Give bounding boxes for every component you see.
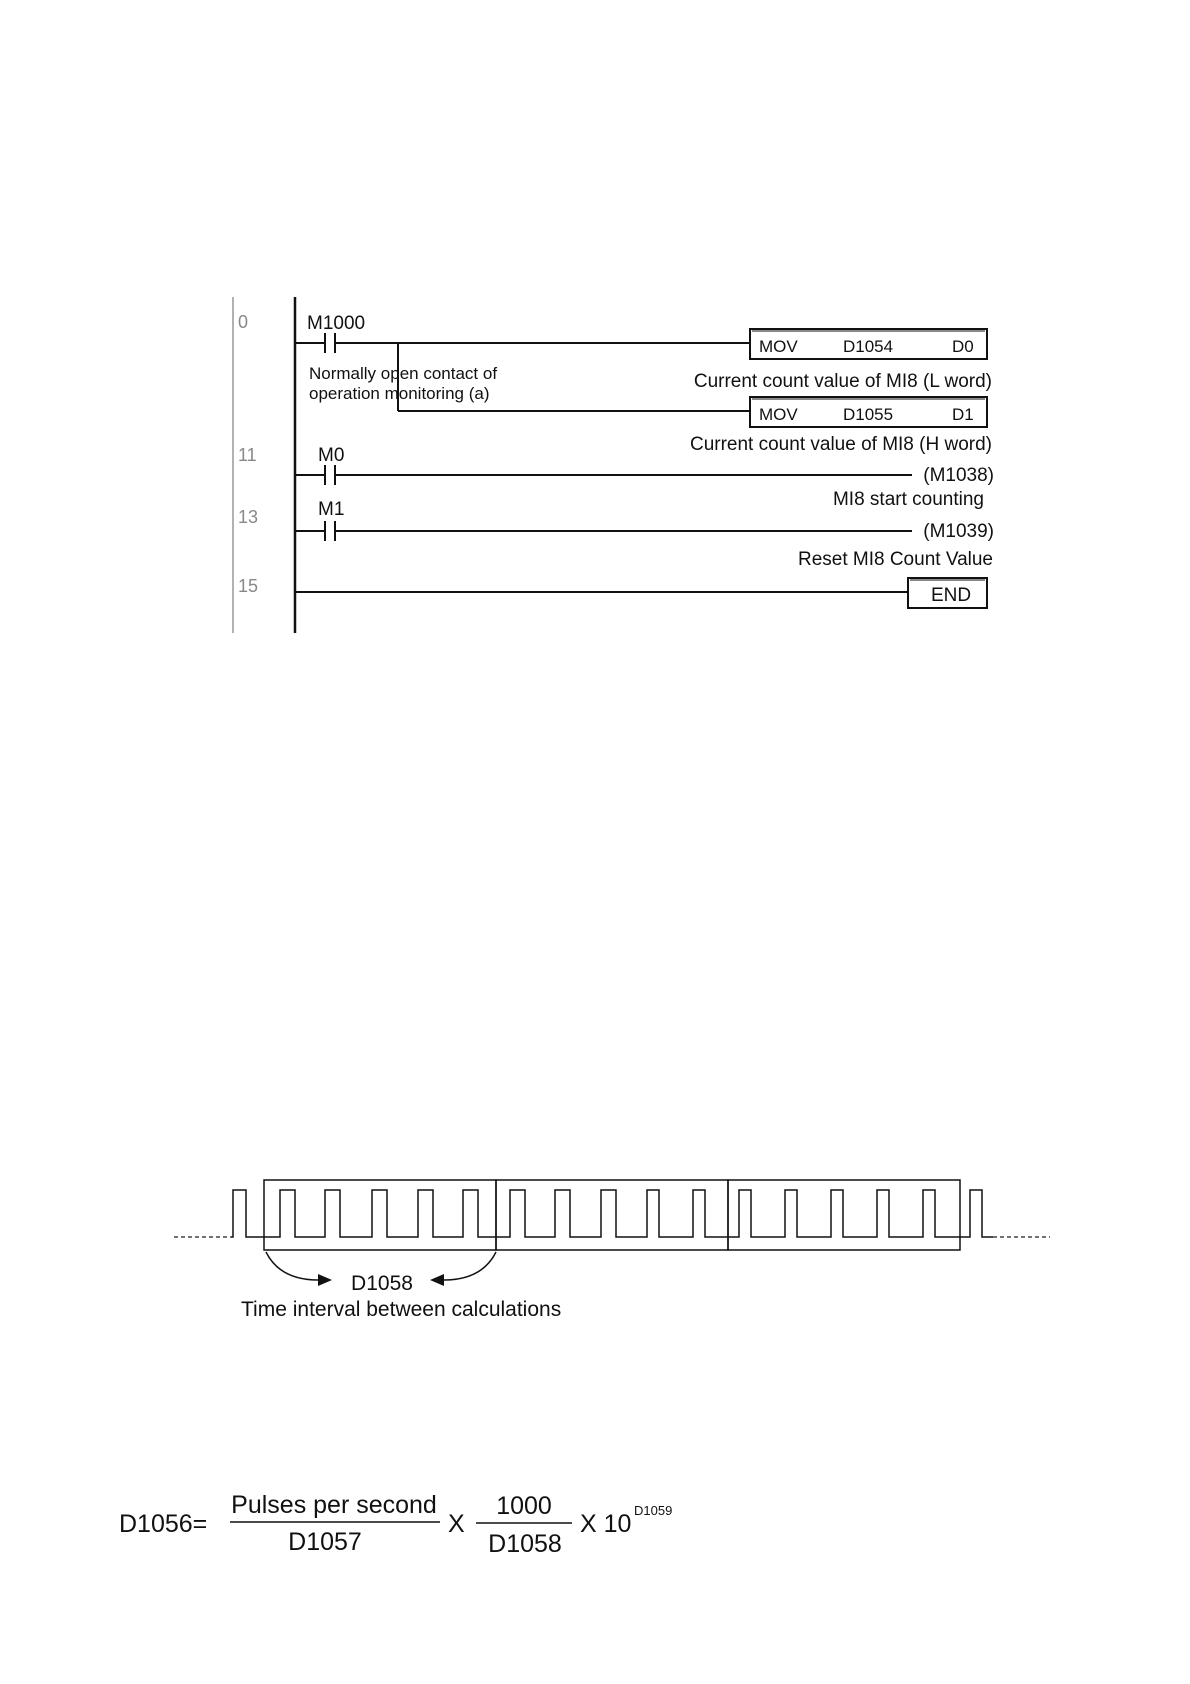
interval-curve-right <box>444 1252 496 1280</box>
fraction-1-numerator: Pulses per second <box>231 1491 437 1519</box>
formula-lhs: D1056= <box>119 1510 208 1538</box>
fraction-1-denominator: D1057 <box>288 1528 362 1556</box>
rung-step-11: 11 <box>238 445 257 465</box>
interval-caption: Time interval between calculations <box>241 1298 562 1321</box>
arrow-left-icon <box>430 1274 444 1286</box>
contact-label-m1000: M1000 <box>307 313 366 334</box>
end-label: END <box>930 585 972 606</box>
formula-exponent: D1059 <box>634 1503 673 1518</box>
mov-1-op: MOV <box>759 337 798 356</box>
mov-2-comment: Current count value of MI8 (H word) <box>689 434 992 455</box>
mov-1-src: D1054 <box>843 337 894 356</box>
contact-m1000 <box>295 333 335 353</box>
coil-m1039: (M1039) <box>923 521 994 542</box>
fraction-2-denominator: D1058 <box>488 1530 562 1558</box>
mov-2-op: MOV <box>759 405 798 424</box>
pulse-train <box>231 1190 993 1237</box>
mov-2-dst: D1 <box>952 405 974 424</box>
contact-label-m1: M1 <box>318 499 345 520</box>
formula <box>119 1491 672 1558</box>
mov-1-comment: Current count value of MI8 (L word) <box>693 371 992 392</box>
mov-1-dst: D0 <box>952 337 974 356</box>
mov-2-src: D1055 <box>843 405 894 424</box>
rung-step-13: 13 <box>238 507 259 527</box>
contact-m0 <box>295 465 335 485</box>
coil-m1038: (M1038) <box>923 465 994 486</box>
interval-curve-left <box>266 1252 318 1280</box>
rung-step-15: 15 <box>238 576 259 596</box>
pulse-waveform <box>231 1190 993 1237</box>
pulse-timing-diagram <box>174 1180 1050 1321</box>
end-instruction-box <box>908 578 987 608</box>
coil-m1038-comment: MI8 start counting <box>832 489 984 510</box>
contact-note-line-1: Normally open contact of <box>309 364 498 383</box>
mov-instruction-box-2 <box>750 397 987 427</box>
formula-times-10: X 10 <box>580 1510 632 1538</box>
contact-note-line-2: operation monitoring (a) <box>309 384 490 403</box>
interval-register: D1058 <box>351 1272 413 1295</box>
arrow-right-icon <box>318 1274 332 1286</box>
contact-m1 <box>295 521 335 541</box>
fraction-2-numerator: 1000 <box>496 1492 552 1520</box>
ladder-diagram <box>233 297 994 633</box>
contact-label-m0: M0 <box>318 445 345 466</box>
coil-m1039-comment: Reset MI8 Count Value <box>797 549 993 570</box>
formula-times-1: X <box>448 1510 465 1538</box>
mov-instruction-box-1 <box>750 329 987 359</box>
rung-step-0: 0 <box>238 312 249 332</box>
